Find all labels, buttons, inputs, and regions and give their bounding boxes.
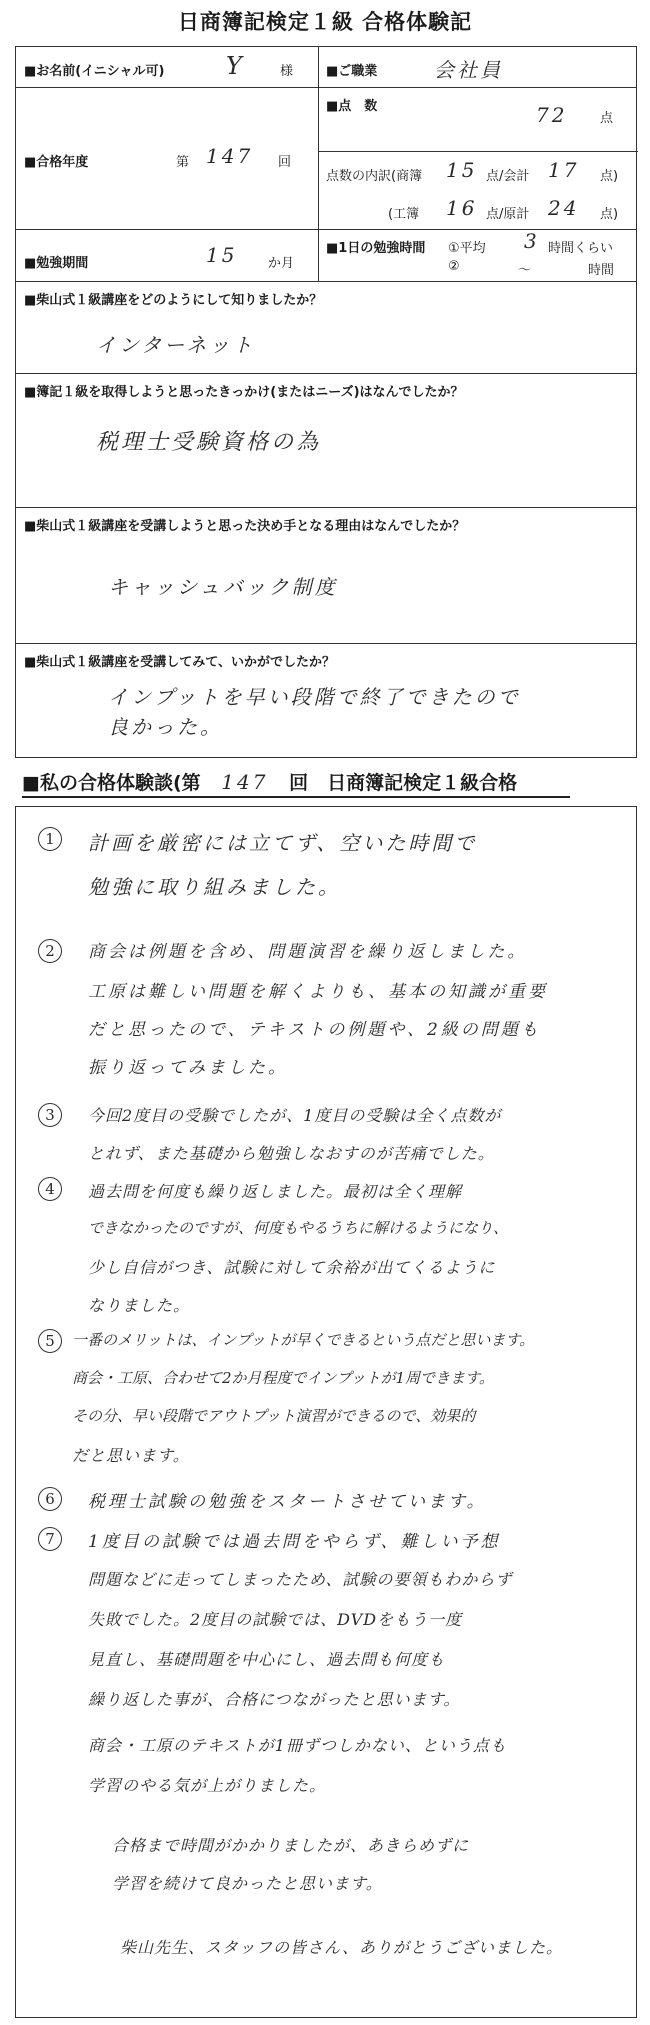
narrative-line: 学習のやる気が上がりました。 [88, 1776, 327, 1795]
narrative-line: 商会・工原、合わせて2か月程度でインプットが1周できます。 [72, 1369, 494, 1387]
name-label: ■お名前(イニシャル可) [24, 64, 165, 79]
job-label: ■ご職業 [326, 64, 378, 79]
answer-motivation: 税理士受験資格の為 [96, 430, 322, 455]
question-impression: ■柴山式１級講座を受講してみて、いかがでしたか？ [24, 655, 336, 670]
breakdown-prefix: 点数の内訳(商簿 [326, 169, 423, 184]
score-value: 72 [536, 103, 568, 127]
score-unit: 点 [600, 111, 614, 126]
narrative-line: 過去問を何度も繰り返しました。最初は全く理解 [88, 1182, 463, 1201]
narrative-line: 勉強に取り組みました。 [88, 875, 341, 899]
average-value: 3 [524, 229, 540, 253]
kaikei-label: 点/会計 [486, 169, 530, 184]
pass-year-label: ■合格年度 [24, 155, 89, 170]
name-suffix: 様 [280, 64, 294, 79]
study-period-label: ■勉強期間 [24, 256, 89, 271]
pass-suffix: 回 [278, 155, 292, 170]
row-divider [16, 643, 636, 644]
narrative-line: 商会・工原のテキストが1冊ずつしかない、という点も [88, 1736, 507, 1755]
item-number: 1 [38, 827, 62, 851]
kaikei-unit: 点) [600, 169, 619, 184]
narrative-line: なりました。 [88, 1296, 191, 1315]
tilde: ～ [518, 263, 532, 278]
narrative-line: 商会は例題を含め、問題演習を繰り返しました。 [88, 942, 528, 962]
average-unit: 時間くらい [548, 241, 614, 256]
narrative-line: 今回2度目の受験でしたが、1度目の受験は全く点数が [88, 1106, 502, 1125]
narrative-line: 繰り返した事が、合格につながったと思います。 [88, 1690, 461, 1709]
narrative-title-suffix: 回 日商簿記検定１級合格 [289, 772, 518, 794]
column-divider [318, 47, 319, 281]
narrative-body [15, 806, 637, 2018]
kobo-prefix: (工簿 [388, 207, 420, 222]
narrative-line: 失敗でした。2度目の試験では、DVDをもう一度 [88, 1610, 463, 1629]
row-divider [16, 87, 636, 88]
narrative-line: とれず、また基礎から勉強しなおすのが苦痛でした。 [88, 1144, 495, 1163]
page-title: 日商簿記検定１級 合格体験記 [177, 10, 473, 34]
answer-impression-line1: インプットを早い段階で終了できたので [108, 685, 521, 709]
narrative-line: 一番のメリットは、インプットが早くできるという点だと思います。 [72, 1331, 535, 1349]
narrative-line: だと思います。 [72, 1446, 190, 1465]
answer-impression-line2: 良かった。 [108, 715, 223, 739]
genkei-value: 24 [548, 196, 580, 220]
narrative-line: 問題などに走ってしまったため、試験の要領もわからず [88, 1570, 513, 1589]
pass-prefix: 第 [176, 155, 190, 170]
narrative-line: 工原は難しい問題を解くよりも、基本の知識が重要 [88, 982, 548, 1002]
questionnaire-form [15, 46, 637, 758]
narrative-line: 見直し、基礎問題を中心にし、過去問も何度も [88, 1650, 446, 1669]
narrative-line: その分、早い段階でアウトプット演習ができるので、効果的 [72, 1407, 476, 1425]
narrative-line: できなかったのですが、何度もやるうちに解けるようになり、 [88, 1219, 509, 1237]
item-number: 3 [38, 1103, 62, 1127]
narrative-line: 学習を続けて良かったと思います。 [112, 1874, 383, 1893]
average-label: ①平均 [448, 241, 486, 256]
study-period-value: 15 [206, 243, 238, 267]
item-number: 2 [38, 939, 62, 963]
question-deciding-factor: ■柴山式１級講座を受講しようと思った決め手となる理由はなんでしたか？ [24, 519, 466, 534]
shobo-value: 15 [446, 158, 478, 182]
question-motivation: ■簿記１級を取得しようと思ったきっかけ(またはニーズ)はなんでしたか？ [24, 385, 464, 400]
name-value: Y [226, 52, 245, 80]
item-number: 6 [38, 1487, 62, 1511]
study-period-unit: か月 [268, 256, 295, 271]
narrative-line: 振り返ってみました。 [88, 1058, 288, 1078]
narrative-title [22, 768, 517, 795]
narrative-line: 計画を厳密には立てず、空いた時間で [88, 831, 478, 855]
row-divider [16, 373, 636, 374]
answer-how-known: インターネット [96, 333, 256, 357]
narrative-line: 少し自信がつき、試験に対して余裕が出てくるように [88, 1258, 496, 1277]
genkei-label: 点/原計 [486, 207, 530, 222]
row-divider [16, 281, 636, 282]
pass-value: 147 [206, 144, 254, 168]
daily-hours-label: ■1日の勉強時間 [326, 241, 426, 256]
title-underline [22, 796, 570, 798]
score-label: ■点 数 [326, 99, 378, 114]
row-divider [16, 229, 636, 230]
narrative-line: だと思ったので、テキストの例題や、2級の問題も [88, 1020, 541, 1040]
narrative-title-prefix: ■私の合格体験談(第 [22, 772, 201, 794]
narrative-line: 1度目の試験では過去問をやらず、難しい予想 [88, 1532, 501, 1552]
narrative-line: 税理士試験の勉強をスタートさせています。 [88, 1492, 487, 1512]
kaikei-value: 17 [548, 158, 580, 182]
item-number: 5 [38, 1329, 62, 1353]
kobo-value: 16 [446, 196, 478, 220]
item-number: 7 [38, 1527, 62, 1551]
score-divider [318, 151, 638, 152]
item-number: 4 [38, 1177, 62, 1201]
genkei-unit: 点) [600, 207, 619, 222]
question-how-known: ■柴山式１級講座をどのようにして知りましたか？ [24, 293, 323, 308]
row-divider [16, 507, 636, 508]
second-unit: 時間 [588, 263, 615, 278]
narrative-line: 合格まで時間がかかりましたが、あきらめずに [112, 1836, 470, 1855]
second-label: ② [448, 259, 460, 274]
answer-deciding-factor: キャッシュバック制度 [108, 575, 338, 599]
narrative-title-value: 147 [221, 770, 269, 794]
narrative-line: 柴山先生、スタッフの皆さん、ありがとうございました。 [120, 1938, 563, 1957]
job-value: 会社員 [434, 58, 503, 82]
